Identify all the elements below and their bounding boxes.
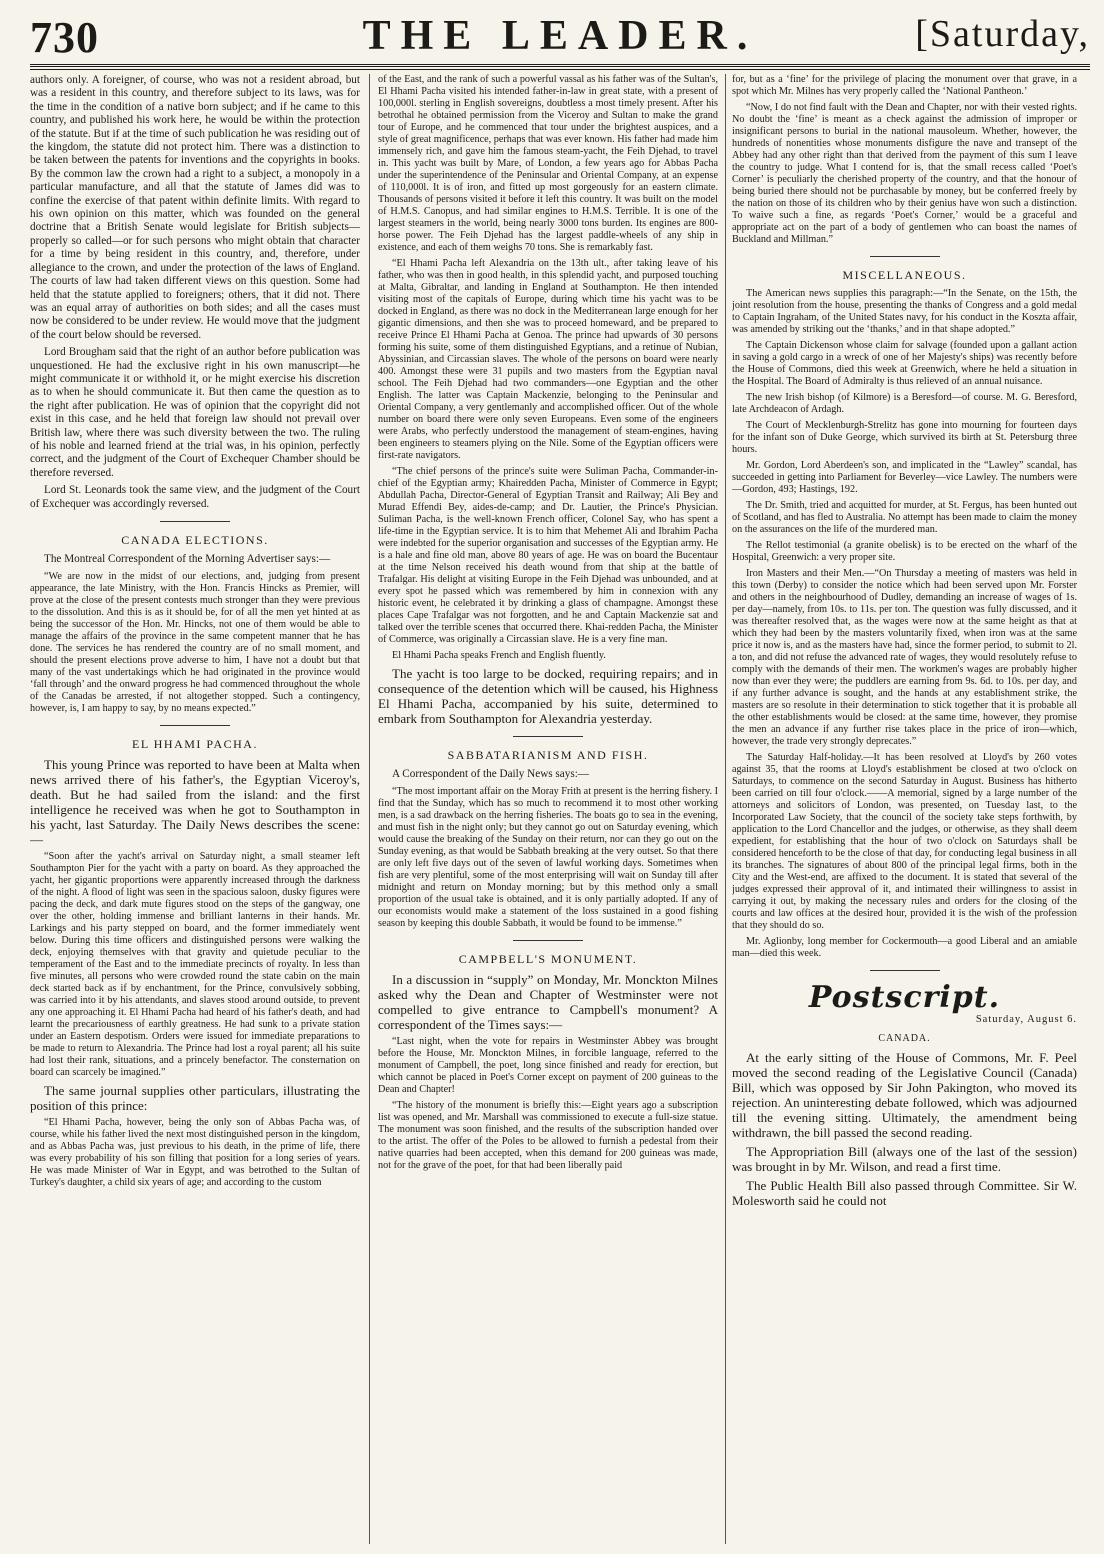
postscript-paragraph-3: The Public Health Bill also passed through Committee. Sir W. Molesworth said he could not (732, 1177, 1077, 1208)
misc-paragraph-4: The Court of Mecklenburgh-Strelitz has gone into mourning for fourteen days for the infant son of Duke George, which survived its birth at St. Petersburg three hours. (732, 420, 1077, 456)
divider (160, 521, 230, 522)
campbell-continued-2: “Now, I do not find fault with the Dean and Chapter, nor with their vested rights. No doubt the ‘fine’ is meant as a check against the admission of improper or insignificant persons to burial in the national mausoleum. Whether, however, the hundreds of nonentities whose monuments disfigure the nave and transept of the Abbey had any other right than that derived from the payment of this sum I leave the country to judge. What I contend for is, that the small recess called ‘Poet's Corner’ is peculiarly the cherished property of the country, and that the honour of being buried there should not be purchasable by money, but be conferred freely by the nation on those of its children who by their genius have won such a distinction. To waive such a fine, as regards ‘Poet's Corner,’ would be a graceful and appropriate act on the part of a body of gentlemen who can boast the names of Buckland and Millman.” (732, 102, 1077, 245)
section-title-sabbatarianism: SABBATARIANISM AND FISH. (447, 748, 649, 762)
column-2 (378, 74, 718, 1544)
sabbatarianism-quote: “The most important affair on the Moray Frith at present is the herring fishery. I find that the Sunday, which has so much to recommend it to most other working men, is a sad drawback on the herring fisheries. The boats go to sea in the evening, and must fish in the night only; but they cannot go out on Saturday evening, which would cause the breaking of the Sunday on their return, nor can they go out on the Sunday evening, as that would be Sabbath breaking at the very outset. So that there are only left five days out of the seven of lawful working days. Sometimes when fish are very plentiful, some of the most enterprising will wait on Sunday till after midnight and return on Monday morning; but by this method only a small proportion of the usual take is obtained, and it is only partially adopted. If any of our economists would make a statement of the loss sustained in a good fishing season by keeping this double Sabbath, it would be found to be immense.” (378, 785, 718, 929)
campbell-continued-1: for, but as a ‘fine’ for the privilege of placing the monument over that grave, in a spot which Mr. Milnes has very properly called the ‘National Pantheon.’ (732, 74, 1077, 97)
postscript-paragraph-2: The Appropriation Bill (always one of the last of the session) was brought in by Mr. Wilson, and read a first time. (732, 1143, 1077, 1174)
postscript-date: Saturday, August 6. (975, 1013, 1077, 1025)
page-number: 730 (30, 13, 99, 62)
hhami-continued-1: of the East, and the rank of such a powerful vassal as his father was of the Sultan's, El Hhami Pacha visited his intended father-in-law in great state, with a present of 100,000l. sterling in English sovereigns, doubtless a most timely present. After his betrothal he obtained permission from the Viceroy and Sultan to make the grand tour of Europe, and he commenced that tour under the brightest auspices, and a style of great magnificence, perhaps that was ever known. His father had made him immensely rich, and gave him the famous steam-yacht, the Feih Djehad, to travel in. This yacht was built by Mare, of London, a few years ago for Abbas Pacha under the superintendence of the Peninsular and Oriental Company, at an expense of 110,000l. It is of iron, and fitted up most gorgeously for an eastern climate. Thousands of persons visited it before it left this country. It was built on the model of H.M.S. Canopus, and had similar engines to H.M.S. Terrible. It is one of the largest steamers in the world, being nearly 3000 tons burden. Its engines are 800-horse power. The Feih Djehad has the largest paddle-wheels of any ship in existence, and each of them weighs 70 tons. She is remarkably fast. (378, 74, 718, 253)
misc-paragraph-6: The Dr. Smith, tried and acquitted for murder, at St. Fergus, has been hunted out of Scotland, and has fled to Australia. No attempt has been made to claim the money on the assurances on the life of the murdered man. (732, 500, 1077, 536)
misc-paragraph-2: The Captain Dickenson whose claim for salvage (founded upon a gallant action in saving a gold cargo in a wreck of one of her Majesty's ships) was recently before the House of Commons, died this week at Greenwich, where he held a situation in the Hospital. The Board of Admiralty is thus relieved of an annual nuisance. (732, 340, 1077, 388)
postscript-paragraph-1: At the early sitting of the House of Commons, Mr. F. Peel moved the second reading of the Legislative Council (Canada) Bill, which was opposed by Sir John Pakington, who moved its rejection. An uninteresting debate followed, which was adjourned till the evening sitting. Ultimately, the amendment being withdrawn, the bill passed the second reading. (732, 1049, 1077, 1140)
sabbatarianism-intro: A Correspondent of the Daily News says:— (392, 768, 589, 781)
hhami-paragraph-2: The same journal supplies other particulars, illustrating the position of this prince: (30, 1083, 360, 1114)
campbell-paragraph: In a discussion in “supply” on Monday, Mr. Monckton Milnes asked why the Dean and Chapter of Westminster were not compelled to give entrance to Campbell's monument? A correspondent of the Times says:— (378, 972, 718, 1033)
hhami-quote-1: “Soon after the yacht's arrival on Saturday night, a small steamer left Southampton Pier for the yacht with a party on board. As they approached the yacht, her gigantic proportions were apparently increased through the darkness of the night. A flood of light was seen in the spacious saloon, dusky figures were pacing the deck, and dark mute figures stood on the steps of the gangway, one over the other, holding immense and brilliant lanterns in their hands. Mr. Larkings and his party stepped on board, and the former immediately went below. During this time officers and distinguished persons were walking the deck, enjoying themselves with that gravity and quietude peculiar to the temperament of the East and to the immediate precincts of royalty. In less than five minutes, all persons who were crowded round the state cabin on the main deck started back as if by enchantment, for the Prince, convulsively sobbing, was carried into it by his attendants, and slaves stood around outside, to prevent any one approaching it. El Hhami Pacha had heard of his father's death, and had learnt the precariousness of earthly greatness. He had sunk to a private station under an Eastern despotism. Orders were issued for immediate preparations to be made to return to Alexandria. The Prince had lost a royal parent; all his suite had lost their rank, situations, and a princely benefactor. The consternation on board can scarcely be imagined.” (30, 851, 360, 1079)
campbell-quote-2: “The history of the monument is briefly this:—Eight years ago a subscription list was opened, and Mr. Marshall was commissioned to execute a full-size statue. The monument was soon finished, and the results of the subscription handed over to the artist. The offer of the Poles to be allowed to furnish a pedestal from their native quarries had been accepted, when this demand for 200 guineas was made, not for the grave of the poet, for that had been liberally paid (378, 1100, 718, 1172)
divider (513, 736, 583, 737)
canada-intro: The Montreal Correspondent of the Morning Advertiser says:— (44, 553, 331, 566)
hhami-continued-2: “El Hhami Pacha left Alexandria on the 13th ult., after taking leave of his father, who was then in good health, in this splendid yacht, and purposed touching at Malta, Gibraltar, and landing in England at Southampton. He then intended visiting most of the capitals of Europe, during which time his yacht was to be docked in England, as there was no dock in the Mediterranean large enough for her gigantic dimensions, and then she was to proceed homeward, and be prepared to receive Prince El Hhami Pacha at Genoa. The prince had upwards of 30 persons forming his suite, some of them distinguished Egyptians, and a retinue of Nubian, Abyssinian, and Circassian slaves. The whole of the persons on board were nearly 400. Amongst these were 31 pupils and two masters from the Egyptian naval school. The Feih Djehad had two commanders—one Egyptian and the other English. The latter was Captain Mackenzie, belonging to the Peninsular and Oriental Company, a very gentlemanly and accomplished officer. Out of the whole number on board there were only seven Europeans. Even some of the engineers were Arabs, who perfectly understood the management of steam-engines, having been engineers to steamers plying on the Nile. Some of the Egyptian officers were first-rate navigators. (378, 258, 718, 461)
header-rule (30, 64, 1090, 70)
section-title-miscellaneous: MISCELLANEOUS. (842, 268, 967, 282)
header-day: [Saturday, (915, 13, 1090, 55)
canada-quote: “We are now in the midst of our elections, and, judging from present appearance, the late Ministry, with the Hon. Francis Hincks as Premier, will prove at the close of the present contests much stronger than they were previous to the dissolution. And this is as it should be, for of all the men yet hinted at as being the successor of the Hon. Mr. Hincks, not one of them would be able to manage the affairs of the province in the same competent manner that he has done. The services he has rendered the country are of no small moment, and should the present elections prove adverse to him, I have not a doubt but that many of the vast undertakings which he had originated in the province would ‘fall through’ and the onward progress he had commenced throughout the whole of the Canadas be arrested, if not altogether stopped. Such a contingency, however, is, I am happy to say, by no means expected.” (30, 570, 360, 714)
misc-paragraph-1: The American news supplies this paragraph:—“In the Senate, on the 15th, the joint resolution from the house, presenting the thanks of Congress and a gold medal to Captain Ingraham, of the United States navy, for his conduct in the Koszta affair, was amended by striking out the ‘thanks,’ and in that shape adopted.” (732, 288, 1077, 336)
misc-paragraph-9: The Saturday Half-holiday.—It has been resolved at Lloyd's by 260 votes against 35, that the rooms at Lloyd's establishment be closed at two o'clock on Saturdays, to commence on the second Saturday in August. Business has hitherto been carried on till four o'clock.——A memorial, signed by a large number of the attorneys and solicitors of London, was presented, on Tuesday last, to the Incorporated Law Society, that the council of the society take steps forthwith, by application to the Lord Chancellor and the judges, or otherwise, as they shall deem expedient, for establishing that the hour of two o'clock on Saturdays shall be considered henceforth to be the close of that day, for conducting legal business in all its branches. The signatures of about 800 of the principal legal firms, both in the City and the West-end, are affixed to the document. It is stated that several of the judges expressed their approval of it, and intimated their willingness to assist in carrying it out, by making the necessary rules and orders for the closing of the courts and law offices at the desired hour, provided it is the wish of the profession that they should do so. (732, 752, 1077, 932)
hhami-paragraph-1: This young Prince was reported to have been at Malta when news arrived there of his father's, the Egyptian Viceroy's, death. But he had sailed from the island: and the first intelligence he received was when he got to Southampton in his yacht, last Saturday. The Daily News describes the scene:— (30, 757, 360, 848)
masthead-title: THE LEADER. (362, 13, 758, 59)
divider (870, 256, 940, 257)
misc-paragraph-3: The new Irish bishop (of Kilmore) is a Beresford—of course. M. G. Beresford, late Archdeacon of Ardagh. (732, 392, 1077, 416)
copyright-paragraph-3: Lord St. Leonards took the same view, and the judgment of the Court of Exchequer was accordingly reversed. (30, 484, 360, 510)
divider (160, 725, 230, 726)
divider (870, 970, 940, 971)
misc-paragraph-5: Mr. Gordon, Lord Aberdeen's son, and implicated in the “Lawley” scandal, has succeeded in getting into Parliament for Beverley—vice Lawley. The numbers were—Gordon, 493; Hastings, 192. (732, 460, 1077, 496)
hhami-continued-4: El Hhami Pacha speaks French and English fluently. (392, 650, 606, 661)
divider (513, 940, 583, 941)
hhami-continued-3: “The chief persons of the prince's suite were Suliman Pacha, Commander-in-chief of the Egyptian army; Khairedden Pacha, Minister of Commerce in Egypt; Abdullah Pacha, Director-General of Egyptian Transit and Railway; Ali Bey and Murad Effendi Bey, aides-de-camp; and Dr. Lautier, the Prince's Physician. Suliman Pacha, is the well-known French officer, Colonel Say, who has spent a life-time in the Egyptian service. It is to him that Mehemet Ali and Ibrahim Pacha were indebted for the superior organisation and successes of the Egyptian army. He is a hale and fine old man, above 80 years of age. He was on board the Bucentaur at the time Nelson received his death wound from that ship at the battle of Trafalgar. His delight at visiting Europe in the Feih Djehad was unbounded, and at every spot he passed which was remembered by him in connexion with any historic event, he celebrated it by drinking a glass of champagne. Amongst these places Cape Trafalgar was not forgotten, and he and Captain Mackenzie sat and talked over the terrible scenes that occurred there. Khai-redden Pacha, the Minister of Commerce, was originally a Circassian slave. He is a very fine man. (378, 466, 718, 645)
copyright-paragraph-1: authors only. A foreigner, of course, who was not a resident abroad, but was a resident in this country, and therefore subject to its laws, was for the time in the condition of a native born subject; and if he came to this country, and published his work here, he would be within the protection of the statute. But if at the time of such publication he was residing out of the kingdom, the statute did not protect him. There was a distinction to be taken between the patents for inventions and the copyrights in books. By the common law the crown had a right to a subject, a monopoly in a particular manufacture, and all that the statute of James did was to confine the exercise of that patent within definite limits. With regard to his own opinion on this matter, which was founded on the general doctrine that a British Senate would legislate for British subjects—properly so called—or for such persons who might obtain that character for a time by being resident in this country, and, therefore, under allegiance to the crown, and under the protection of the laws of England. The courts of law had taken different views on this question. Some had held that the statute applied to foreigners; others, that it did not. There was an equal array of authorities on both sides; and all the cases must now be considered to be under review. He would move that the judgment of the court below should be reversed. (30, 74, 360, 341)
postscript-title: Postscript. (808, 980, 1001, 1016)
column-rule-2 (725, 74, 726, 1544)
postscript-subhead-canada: CANADA. (878, 1033, 931, 1045)
hhami-quote-2: “El Hhami Pacha, however, being the only son of Abbas Pacha was, of course, while his father lived the next most distinguished person in the kingdom, and as Abbas Pacha was, just previous to his death, in the prime of life, there was every probability of his son filling that position for a long series of years. He was made Minister of War in Egypt, and was betrothed to the Sultan of Turkey's daughter, a child six years of age; and according to the custom (30, 1117, 360, 1189)
misc-paragraph-10: Mr. Aglionby, long member for Cockermouth—a good Liberal and an amiable man—died this week. (732, 936, 1077, 960)
column-rule-1 (369, 74, 370, 1544)
section-title-el-hhami-pacha: EL HHAMI PACHA. (132, 736, 258, 751)
campbell-quote-1: “Last night, when the vote for repairs in Westminster Abbey was brought before the House, Mr. Monckton Milnes, in forcible language, referred to the monument of Campbell, the poet, long since finished and ready for erection, but which cannot be placed in Poet's Corner except on payment of 200 guineas to the Dean and Chapter! (378, 1036, 718, 1096)
copyright-paragraph-2: Lord Brougham said that the right of an author before publication was unquestioned. He had the exclusive right in his own manuscript—he might communicate it or withhold it, or he might exercise his discretion as to when he should communicate it. But then came the question as to the right after publication. He was of opinion that the copyright did not exist in this case, and he held that foreign law should not prevail over British law, where there was such diversity between the two. The ruling of his noble and learned friend at the trial was, in his opinion, perfectly correct, and the judgment of the Court of Exchequer Chamber should be therefore reversed. (30, 346, 360, 479)
misc-paragraph-8: Iron Masters and their Men.—“On Thursday a meeting of masters was held in this town (Derby) to consider the notice which had been served upon Mr. Forster and others in the neighbourhood of Dudley, demanding an increase of wages of 1s. per day—namely, from 10s. to 11s. per ton. The question was fully discussed, and it was thereafter resolved that, as the wages were now at the same height as that at which they had been by the masters voluntarily fixed, when iron was at the same price it now is, and as the masters have had, since the former period, to submit to 2l. a ton, and did not refuse the advanced rate of wages, they would resolutely refuse to comply with the demands of their men. The workmen's wages are probably higher now than ever they were; the puddlers are earning from 9s. 6d. to 10s. per day, and if any further advance is sought, and the hands at any establishment strike, the masters are so resolute in their determination to stick together that it is probable all the other establishments would be closed: at the same time, however, they promise the men an advance if any further rise takes place in the price of iron—which, however, the trade very strongly deprecates.” (732, 568, 1077, 748)
misc-paragraph-7: The Rellot testimonial (a granite obelisk) is to be erected on the wharf of the Hospital, Greenwich: a very proper site. (732, 540, 1077, 564)
section-title-canada-elections: CANADA ELECTIONS. (121, 533, 269, 547)
section-title-campbells-monument: CAMPBELL'S MONUMENT. (458, 951, 638, 966)
hhami-continued-5: The yacht is too large to be docked, requiring repairs; and in consequence of the detention which will be caused, his Highness El Hhami Pacha, accompanied by his suite, determined to embark from Southampton for Alexandria yesterday. (378, 666, 718, 726)
column-1 (30, 74, 360, 1544)
column-3 (732, 74, 1077, 1544)
